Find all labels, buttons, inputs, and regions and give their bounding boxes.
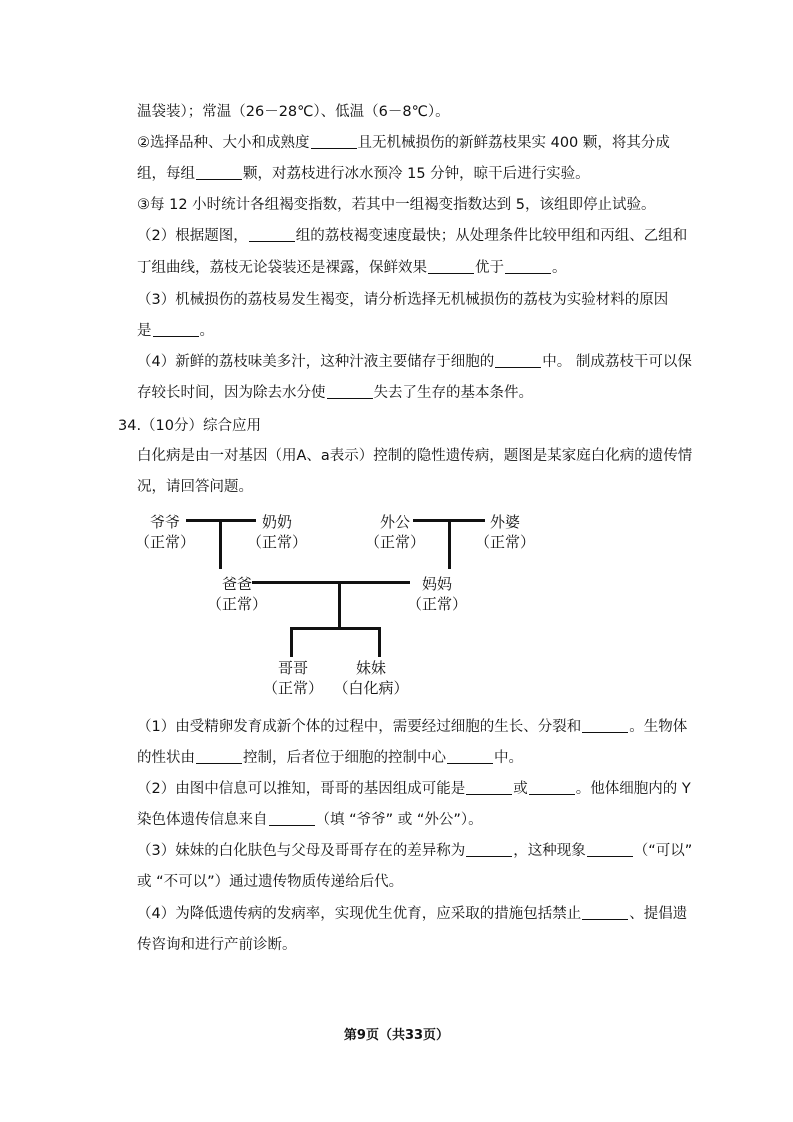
- text-segment: ②选择品种、大小和成熟度: [137, 135, 310, 151]
- answer-blank[interactable]: [249, 227, 295, 242]
- text-line: [137, 290, 668, 310]
- person-grandma: 奶奶 （正常）: [246, 513, 307, 551]
- text-segment: （1）由受精卵发育成新个体的过程中，需要经过细胞的生长、分裂和: [137, 719, 582, 735]
- answer-blank[interactable]: [529, 780, 575, 795]
- text-line: [137, 352, 692, 372]
- text-segment: ，这种现象: [513, 843, 586, 859]
- text-line: [137, 195, 656, 215]
- answer-blank[interactable]: [447, 749, 493, 764]
- answer-blank[interactable]: [587, 842, 633, 857]
- answer-blank[interactable]: [495, 353, 541, 368]
- text-line: [137, 102, 450, 122]
- text-segment: （2）根据题图，: [137, 228, 248, 244]
- text-line: [137, 717, 687, 737]
- text-segment: ③每 12 小时统计各组褐变指数，若其中一组褐变指数达到 5，该组即停止试验。: [137, 197, 656, 213]
- text-segment: 中。 制成荔枝干可以保: [542, 354, 692, 370]
- person-mom: 妈妈 （正常）: [406, 575, 467, 613]
- text-segment: 丁组曲线，荔枝无论袋装还是裸露，保鲜效果: [137, 260, 427, 276]
- text-line: [137, 446, 692, 466]
- text-segment: （4）新鲜的荔枝味美多汁，这种汁液主要储存于细胞的: [137, 354, 495, 370]
- text-segment: （“可以”: [633, 843, 693, 859]
- text-line: [137, 841, 692, 861]
- text-line: [137, 258, 567, 278]
- answer-blank[interactable]: [311, 134, 357, 149]
- answer-blank[interactable]: [505, 259, 551, 274]
- text-line: [137, 133, 670, 153]
- person-brother: 哥哥 （正常）: [262, 659, 323, 697]
- text-line: [137, 904, 687, 924]
- text-segment: 34.（10分）综合应用: [118, 418, 262, 434]
- person-maternal-grandma: 外婆 （正常）: [474, 513, 535, 551]
- sibling-line: [290, 627, 381, 630]
- answer-blank[interactable]: [327, 384, 373, 399]
- answer-blank[interactable]: [153, 322, 199, 337]
- text-segment: 失去了生存的基本条件。: [373, 385, 533, 401]
- text-segment: 传咨询和进行产前诊断。: [137, 937, 297, 953]
- text-segment: 或 “不可以”）通过遗传物质传递给后代。: [137, 874, 404, 890]
- text-segment: 温袋装）；常温（26－28℃）、低温（6－8℃）。: [137, 104, 450, 120]
- text-segment: 况，请回答问题。: [137, 479, 253, 495]
- text-line: [137, 164, 590, 184]
- answer-blank[interactable]: [582, 905, 628, 920]
- answer-blank[interactable]: [466, 780, 512, 795]
- text-line: [137, 779, 691, 799]
- text-segment: 。生物体: [629, 719, 688, 735]
- person-grandpa: 爷爷 （正常）: [134, 513, 195, 551]
- text-segment: 存较长时间，因为除去水分使: [137, 385, 326, 401]
- text-segment: （3）妹妹的白化肤色与父母及哥哥存在的差异称为: [137, 843, 466, 859]
- text-segment: 是: [137, 323, 152, 339]
- text-segment: 、提倡遗: [629, 906, 688, 922]
- text-segment: 。: [552, 260, 567, 276]
- answer-blank[interactable]: [466, 842, 512, 857]
- text-segment: （3）机械损伤的荔枝易发生褐变，请分析选择无机械损伤的荔枝为实验材料的原因: [137, 292, 669, 308]
- text-segment: 的性状由: [137, 750, 195, 766]
- descent-line-paternal: [219, 519, 222, 569]
- child-line-brother: [290, 627, 293, 657]
- text-segment: 控制，后者位于细胞的控制中心: [243, 750, 446, 766]
- text-line: [137, 872, 403, 892]
- text-segment: 或: [513, 781, 528, 797]
- answer-blank[interactable]: [196, 165, 242, 180]
- text-segment: 中。: [494, 750, 523, 766]
- text-segment: 。他体细胞内的 Y: [575, 781, 691, 797]
- text-line: [137, 748, 523, 768]
- text-segment: 优于: [475, 260, 504, 276]
- text-line: [137, 810, 483, 830]
- page-footer: 第9页（共33页）: [343, 1028, 450, 1043]
- text-line: [137, 477, 253, 497]
- child-line-sister: [378, 627, 381, 657]
- text-segment: 组的荔枝褐变速度最快；从处理条件比较甲组和丙组、乙组和: [295, 228, 688, 244]
- answer-blank[interactable]: [196, 749, 242, 764]
- text-segment: 染色体遗传信息来自: [137, 812, 268, 828]
- text-line: [137, 226, 687, 246]
- text-segment: 颗，对荔枝进行冰水预冷 15 分钟，晾干后进行实验。: [243, 166, 590, 182]
- answer-blank[interactable]: [428, 259, 474, 274]
- text-line: [137, 321, 214, 341]
- person-dad: 爸爸 （正常）: [206, 575, 267, 613]
- descent-line-parents: [338, 581, 341, 629]
- answer-blank[interactable]: [269, 811, 315, 826]
- text-segment: 。: [199, 323, 214, 339]
- text-segment: （4）为降低遗传病的发病率，实现优生优育，应采取的措施包括禁止: [137, 906, 582, 922]
- person-sister: 妹妹 （白化病）: [333, 659, 409, 697]
- text-line: [137, 935, 297, 955]
- person-maternal-grandpa: 外公 （正常）: [364, 513, 425, 551]
- answer-blank[interactable]: [582, 718, 628, 733]
- text-segment: （2）由图中信息可以推知，哥哥的基因组成可能是: [137, 781, 466, 797]
- text-line: [137, 383, 533, 403]
- text-segment: 组，每组: [137, 166, 195, 182]
- text-segment: 白化病是由一对基因（用A、a表示）控制的隐性遗传病，题图是某家庭白化病的遗传情: [137, 448, 693, 464]
- text-segment: （填 “爷爷” 或 “外公”）。: [315, 812, 483, 828]
- text-line: [118, 416, 261, 436]
- text-segment: 且无机械损伤的新鲜荔枝果实 400 颗，将其分成: [357, 135, 670, 151]
- descent-line-maternal: [448, 519, 451, 569]
